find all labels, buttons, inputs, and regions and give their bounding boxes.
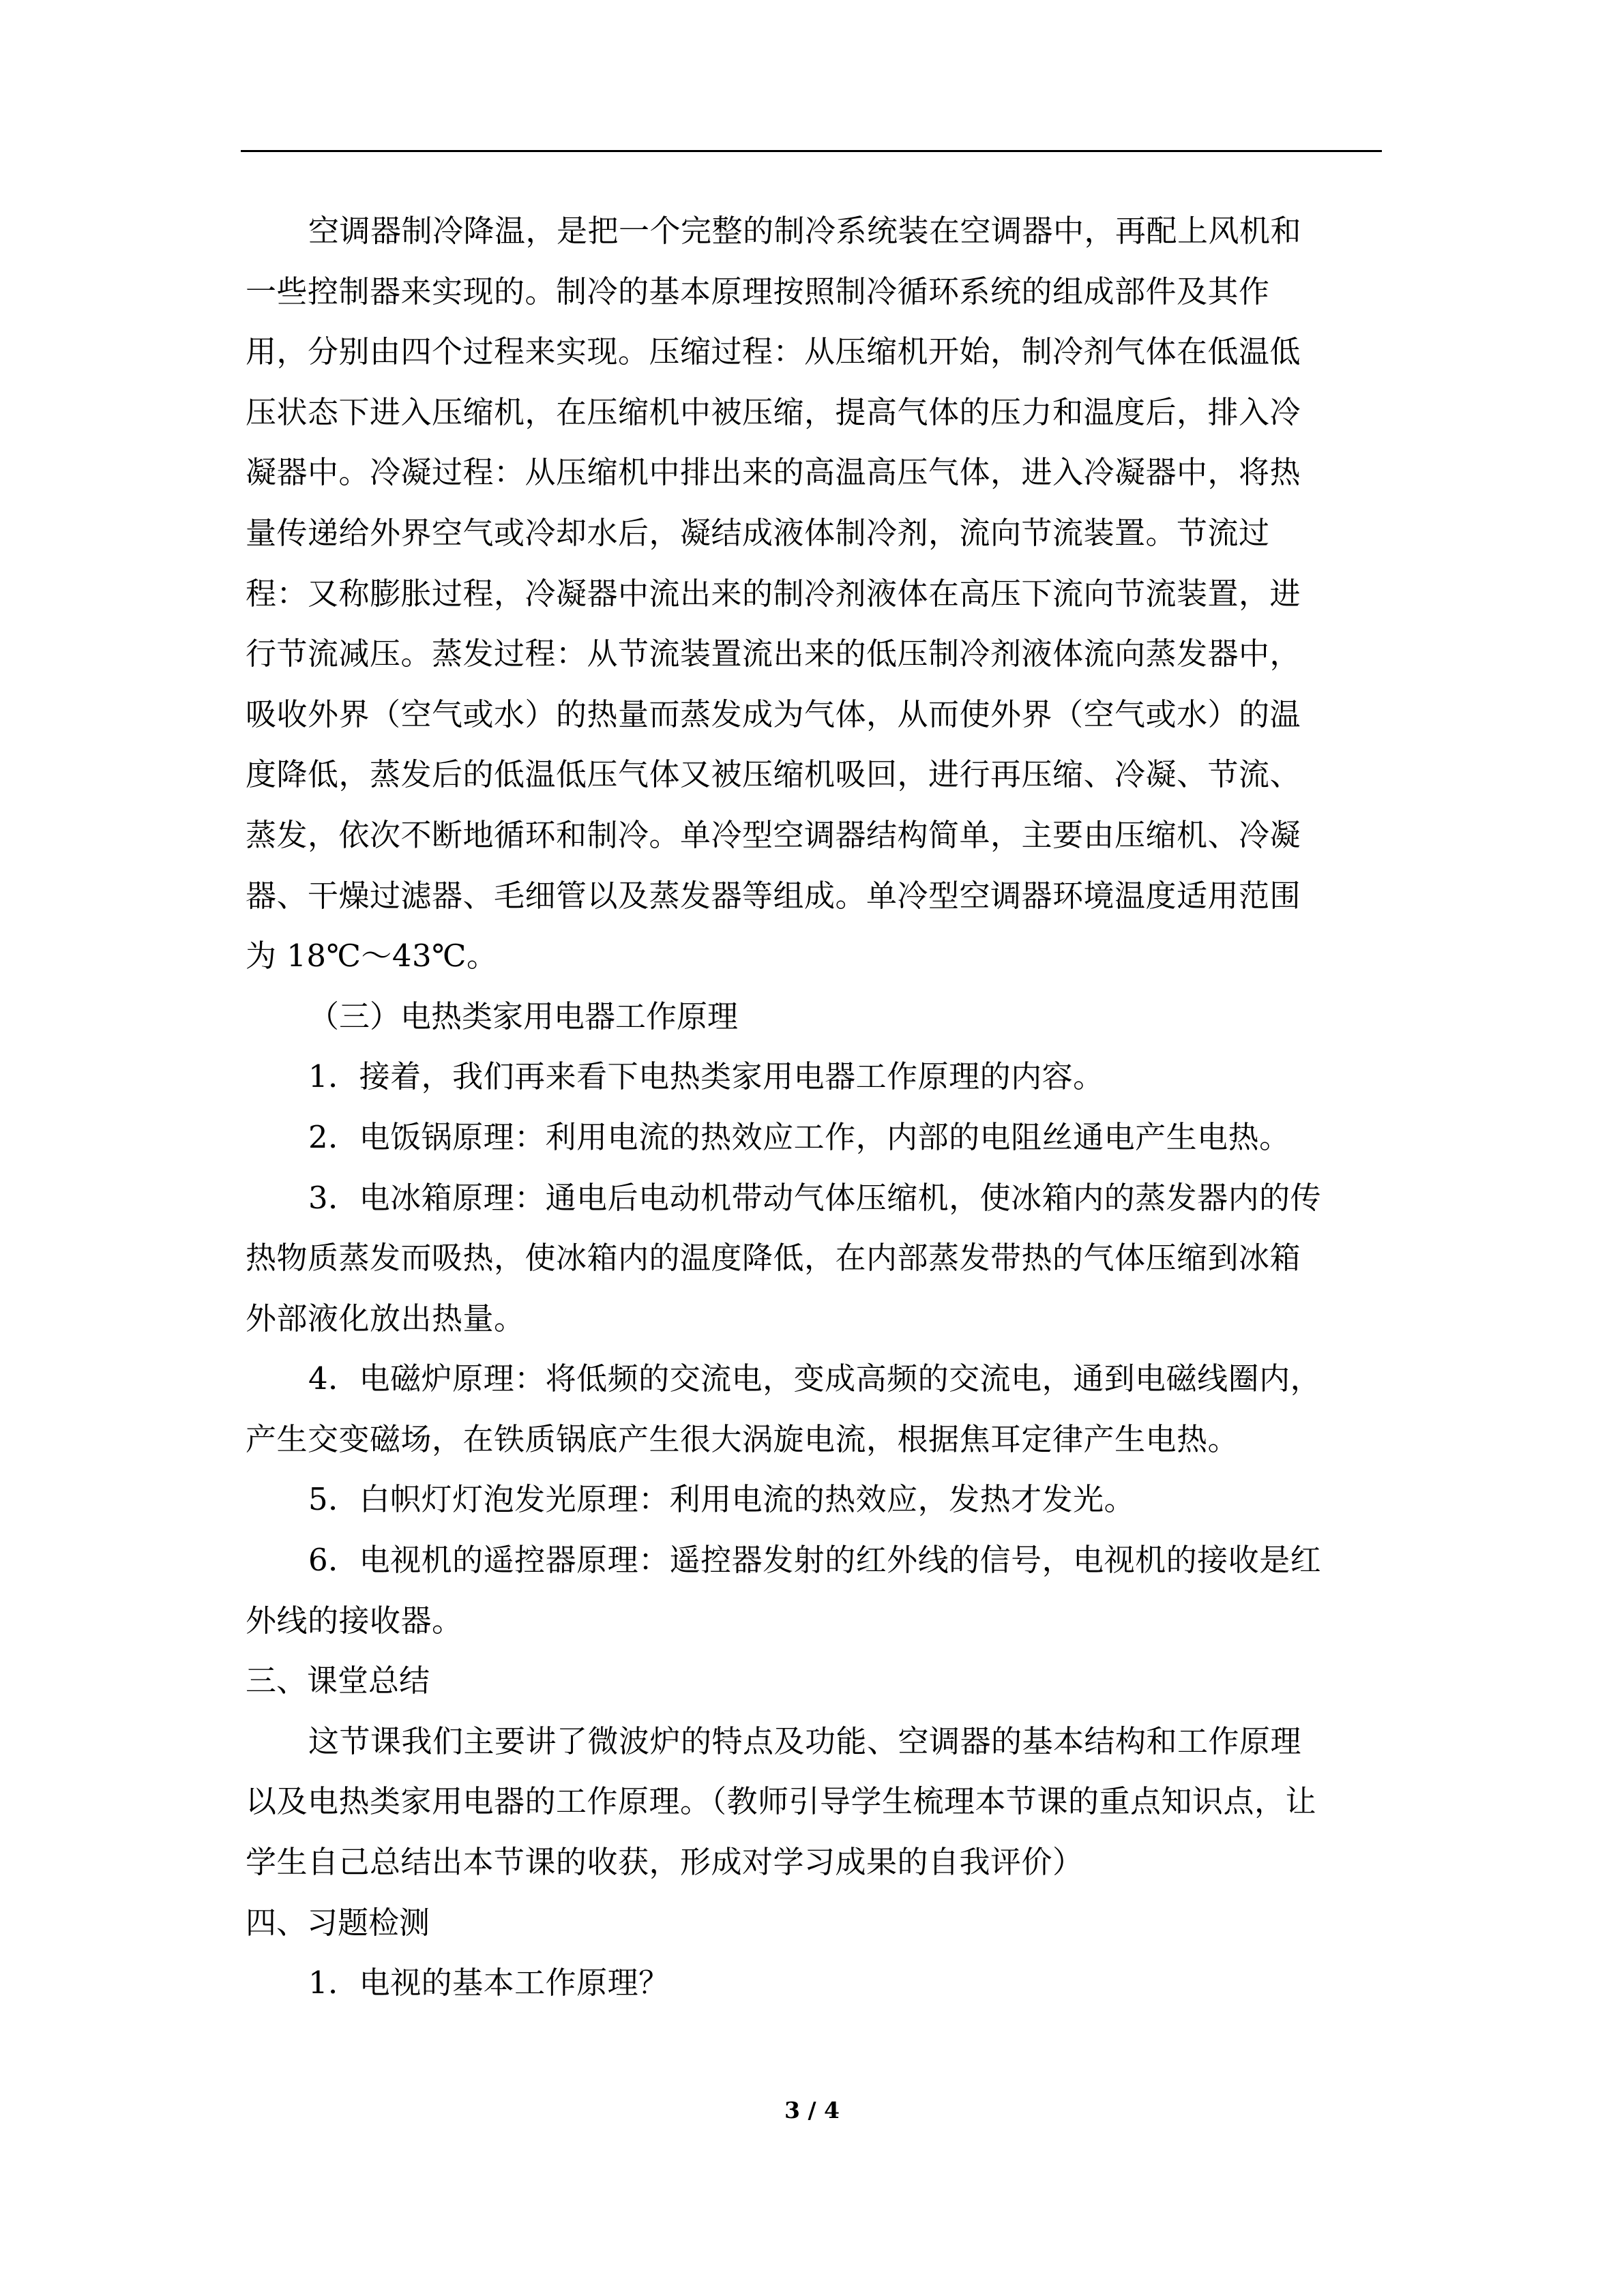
list-item-2: 2．电饭锅原理：利用电流的热效应工作，内部的电阻丝通电产生电热。 bbox=[308, 1118, 1290, 1155]
page-number: 3 / 4 bbox=[784, 2097, 840, 2123]
text-line: 外部液化放出热量。 bbox=[246, 1300, 525, 1337]
text-line: 用，分别由四个过程来实现。压缩过程：从压缩机开始，制冷剂气体在低温低 bbox=[246, 333, 1301, 370]
text-line: 行节流减压。蒸发过程：从节流装置流出来的低压制冷剂液体流向蒸发器中， bbox=[246, 636, 1301, 672]
paragraph-aircon-principle bbox=[246, 201, 1378, 987]
text-line: 器、干燥过滤器、毛细管以及蒸发器等组成。单冷型空调器环境温度适用范围 bbox=[246, 877, 1301, 914]
text-line: 这节课我们主要讲了微波炉的特点及功能、空调器的基本结构和工作原理 bbox=[308, 1723, 1302, 1759]
list-item-3 bbox=[246, 1168, 1378, 1350]
document-body bbox=[246, 201, 1378, 2014]
text-line: 量传递给外界空气或冷却水后，凝结成液体制冷剂，流向节流装置。节流过 bbox=[246, 514, 1270, 551]
list-item-6 bbox=[246, 1530, 1378, 1651]
text-line: 程：又称膨胀过程，冷凝器中流出来的制冷剂液体在高压下流向节流装置，进 bbox=[246, 575, 1301, 612]
section-heading-summary: 三、课堂总结 bbox=[246, 1663, 430, 1699]
text-line: 3．电冰箱原理：通电后电动机带动气体压缩机，使冰箱内的蒸发器内的传 bbox=[308, 1179, 1322, 1216]
text-line: 空调器制冷降温，是把一个完整的制冷系统装在空调器中，再配上风机和 bbox=[308, 213, 1302, 249]
text-line: 度降低，蒸发后的低温低压气体又被压缩机吸回，进行再压缩、冷凝、节流、 bbox=[246, 756, 1301, 793]
text-line: 蒸发，依次不断地循环和制冷。单冷型空调器结构简单，主要由压缩机、冷凝 bbox=[246, 816, 1301, 853]
text-line: 热物质蒸发而吸热，使冰箱内的温度降低，在内部蒸发带热的气体压缩到冰箱 bbox=[246, 1240, 1301, 1277]
text-line: 产生交变磁场，在铁质锅底产生很大涡旋电流，根据焦耳定律产生电热。 bbox=[246, 1420, 1239, 1457]
list-item-4 bbox=[246, 1349, 1378, 1470]
text-line: 学生自己总结出本节课的收获，形成对学习成果的自我评价） bbox=[246, 1844, 1084, 1881]
text-line: 4．电磁炉原理：将低频的交流电，变成高频的交流电，通到电磁线圈内， bbox=[308, 1360, 1322, 1397]
text-line: 以及电热类家用电器的工作原理。（教师引导学生梳理本节课的重点知识点，让 bbox=[246, 1783, 1317, 1820]
subheading-electric-heating: （三）电热类家用电器工作原理 bbox=[308, 998, 739, 1034]
list-item-5: 5．白帜灯灯泡发光原理：利用电流的热效应，发热才发光。 bbox=[308, 1481, 1136, 1518]
header-rule bbox=[241, 150, 1382, 152]
text-line: 外线的接收器。 bbox=[246, 1602, 463, 1639]
section-heading-exercises: 四、习题检测 bbox=[246, 1904, 430, 1941]
text-line: 压状态下进入压缩机，在压缩机中被压缩，提高气体的压力和温度后，排入冷 bbox=[246, 393, 1301, 430]
text-line: 一些控制器来实现的。制冷的基本原理按照制冷循环系统的组成部件及其作 bbox=[246, 273, 1270, 310]
text-line: 吸收外界（空气或水）的热量而蒸发成为气体，从而使外界（空气或水）的温 bbox=[246, 696, 1301, 732]
list-item-1: 1．接着，我们再来看下电热类家用电器工作原理的内容。 bbox=[308, 1058, 1104, 1095]
text-line: 6．电视机的遥控器原理：遥控器发射的红外线的信号，电视机的接收是红 bbox=[308, 1542, 1322, 1579]
paragraph-summary bbox=[246, 1712, 1378, 1893]
text-line: 为 18℃～43℃。 bbox=[246, 938, 498, 974]
exercise-question-1: 1．电视的基本工作原理？ bbox=[308, 1965, 670, 2001]
text-line: 凝器中。冷凝过程：从压缩机中排出来的高温高压气体，进入冷凝器中，将热 bbox=[246, 454, 1301, 491]
